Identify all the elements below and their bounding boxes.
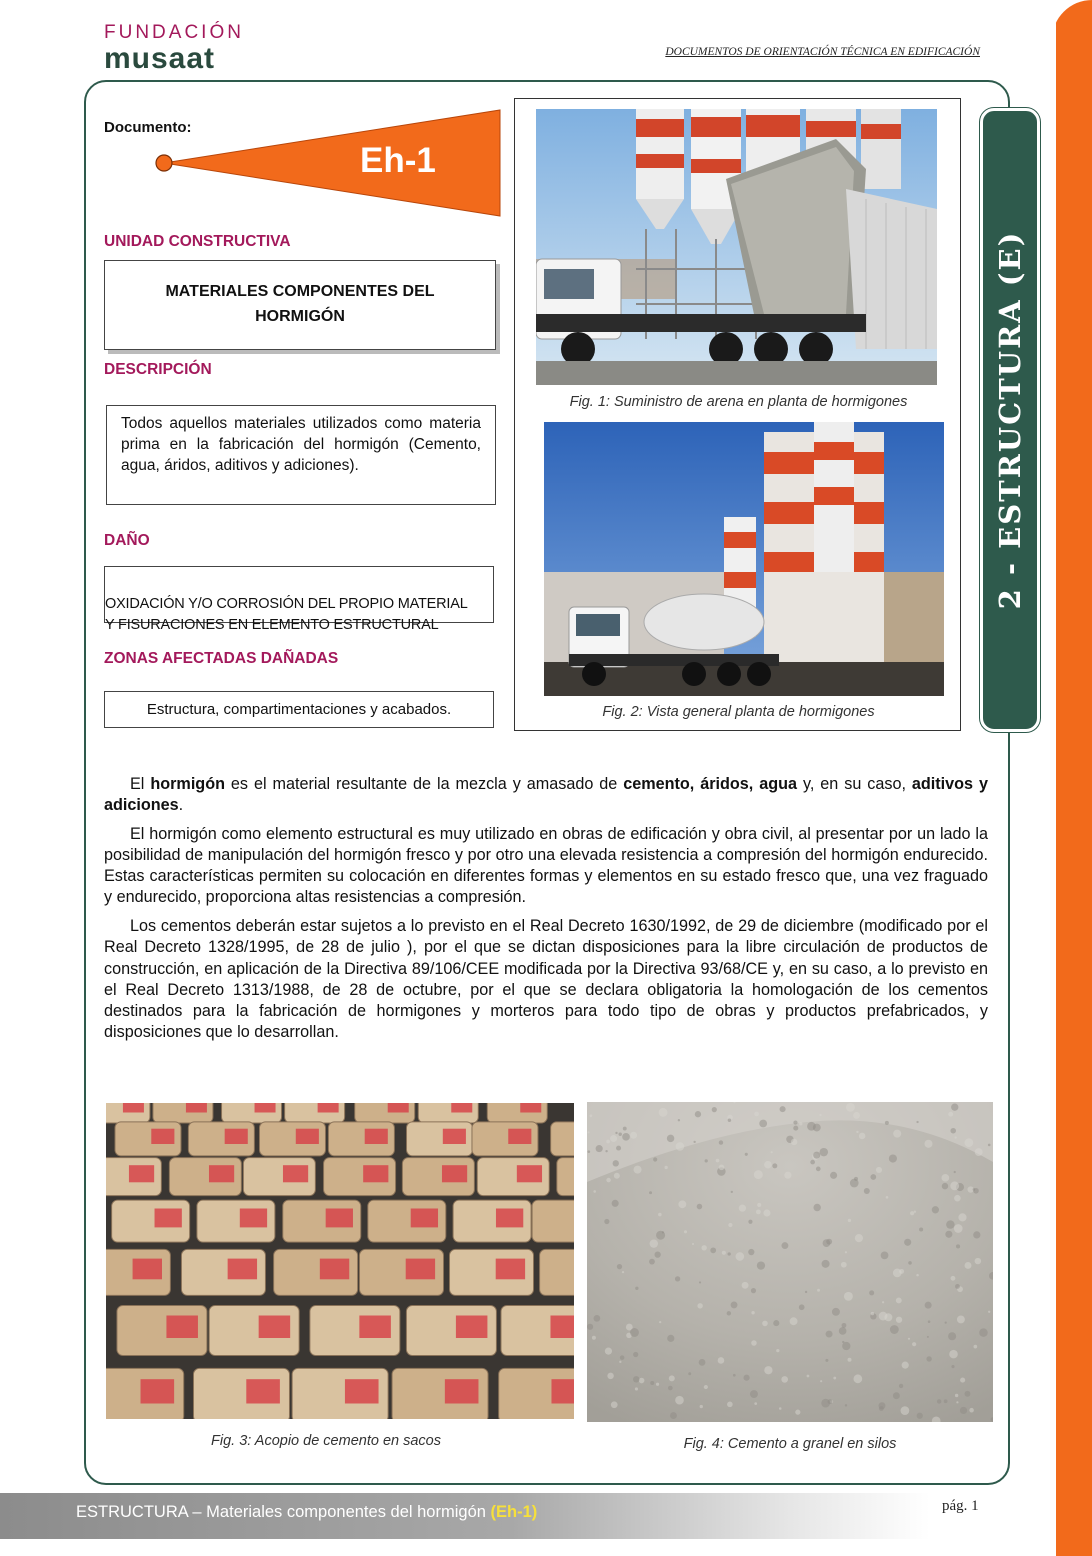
p1-text-2: es el material resultante de la mezcla y amasado de bbox=[224, 775, 624, 793]
zones-title: ZONAS AFECTADAS DAÑADAS bbox=[104, 650, 339, 667]
p1-text-3: y, en su caso, bbox=[797, 775, 912, 793]
footer-code: (Eh-1) bbox=[490, 1503, 538, 1521]
p1-bold-additives: aditivos y adiciones bbox=[104, 775, 988, 815]
figure-2-image bbox=[544, 422, 944, 696]
damage-box bbox=[104, 566, 494, 633]
figure-1-caption: Fig. 1: Suministro de arena en planta de hormigones bbox=[569, 394, 908, 410]
document-code: Eh-1 bbox=[360, 141, 436, 180]
figure-3-caption: Fig. 3: Acopio de cemento en sacos bbox=[211, 1433, 441, 1449]
body-paragraph-2: El hormigón como elemento estructural es muy utilizado en obras de edificación y obra civil, al presentar por un lado la posibilidad de manipulación del hormigón fresco y por otro una elevada resistencia a compresión del hormigón endurecido. Estas características permiten su colocación en diferentes formas y elementos en su estado fresco que, una vez fraguado y endurecido, proporciona altas resistencias a compresión. bbox=[104, 825, 988, 907]
orange-edge-decoration bbox=[1052, 0, 1092, 1556]
unit-value: MATERIALES COMPONENTES DEL HORMIGÓN bbox=[165, 283, 435, 325]
header-subtitle: DOCUMENTOS DE ORIENTACIÓN TÉCNICA EN EDIFICACIÓN bbox=[665, 46, 980, 58]
body-paragraph-3: Los cementos deberán estar sujetos a lo previsto en el Real Decreto 1630/1992, de 29 de diciembre (modificado por el Real Decreto 1328/1995, de 28 de julio ), por el que se dictan disposiciones para la libre circulación de productos de construcción, en aplicación de la Directiva 89/106/CEE modificada por la Directiva 93/68/CE y, en su caso, a lo previsto en el Real Decreto 1313/1988, de 28 de octubre, por el que se declara obligatoria la homologación de los cementos destinados para la fabricación de hormigones y morteros para todo tipo de obras y productos prefabricados, y disposiciones que lo desarrollan. bbox=[104, 917, 988, 1041]
p1-bold-hormigon: hormigón bbox=[150, 775, 225, 793]
damage-title: DAÑO bbox=[104, 532, 150, 549]
description-title: DESCRIPCIÓN bbox=[104, 361, 212, 378]
section-side-tab bbox=[980, 108, 1040, 732]
damage-value: OXIDACIÓN Y/O CORROSIÓN DEL PROPIO MATERIAL Y FISURACIONES EN ELEMENTO ESTRUCTURAL bbox=[105, 596, 468, 633]
footer-text bbox=[76, 1503, 537, 1522]
document-label: Documento: bbox=[104, 119, 192, 136]
side-tab-label: 2 - ESTRUCTURA (E) bbox=[993, 230, 1027, 610]
unit-box bbox=[104, 260, 496, 350]
figure-4-image bbox=[587, 1102, 993, 1422]
zones-value: Estructura, compartimentaciones y acabados. bbox=[146, 701, 452, 718]
p1-text-1: El bbox=[130, 775, 151, 793]
logo-line1: FUNDACIÓN bbox=[104, 22, 244, 43]
zones-box bbox=[104, 691, 494, 728]
body-text bbox=[104, 774, 988, 1051]
p1-bold-components: cemento, áridos, agua bbox=[623, 775, 798, 793]
logo-line2: musaat bbox=[104, 42, 216, 75]
figure-4-caption: Fig. 4: Cemento a granel en silos bbox=[683, 1436, 897, 1452]
description-box bbox=[106, 405, 496, 505]
unit-title: UNIDAD CONSTRUCTIVA bbox=[104, 233, 291, 250]
figure-3-image bbox=[106, 1103, 574, 1419]
logo bbox=[104, 22, 244, 76]
figure-2-caption: Fig. 2: Vista general planta de hormigones bbox=[602, 704, 875, 720]
body-paragraph-1 bbox=[104, 774, 988, 816]
page-number: pág. 1 bbox=[942, 1498, 979, 1514]
footer-title: ESTRUCTURA – Materiales componentes del hormigón bbox=[76, 1503, 491, 1521]
description-value: Todos aquellos materiales utilizados como materia prima en la fabricación del hormigón (Cemento, agua, áridos, aditivos y adiciones). bbox=[121, 415, 481, 474]
p1-text-4: . bbox=[178, 796, 184, 815]
figure-1-image bbox=[536, 109, 937, 385]
